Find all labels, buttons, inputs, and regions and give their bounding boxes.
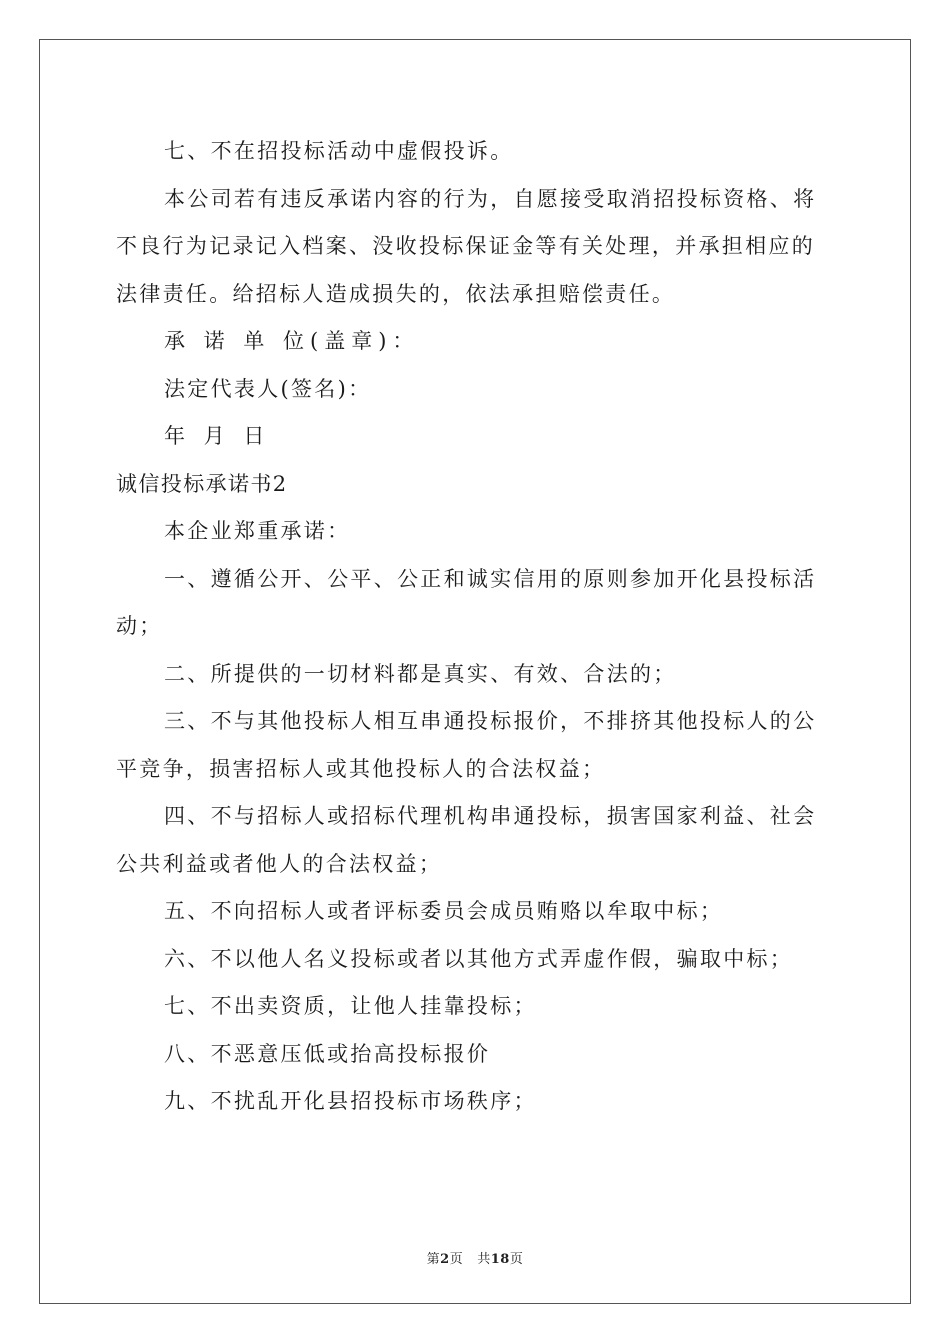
commitment-item: 六、不以他人名义投标或者以其他方式弄虚作假，骗取中标； (164, 946, 794, 971)
footer-total-prefix: 共 (477, 1252, 491, 1267)
commitment-item: 三、不与其他投标人相互串通投标报价，不排挤其他投标人的公平竞争，损害招标人或其他投标人的合法权益； (116, 709, 817, 781)
footer-page-suffix: 页 (449, 1252, 464, 1267)
signature-unit-line: 承 诺 单 位(盖章)： (164, 329, 420, 353)
page-footer (0, 1248, 950, 1267)
section-title: 诚信投标承诺书2 (116, 471, 288, 496)
commitment-item: 五、不向招标人或者评标委员会成员贿赂以牟取中标； (164, 899, 724, 923)
footer-total-suffix: 页 (509, 1252, 524, 1267)
paragraph-violation-clause: 本公司若有违反承诺内容的行为，自愿接受取消招投标资格、将不良行为记录记入档案、没收投标保证金等有关处理，并承担相应的法律责任。给招标人造成损失的，依法承担赔偿责任。 (116, 186, 817, 306)
commitment-item: 一、遵循公开、公平、公正和诚实信用的原则参加开化县投标活动； (116, 566, 817, 638)
signature-representative-line: 法定代表人(签名)： (164, 376, 372, 401)
document-body (116, 128, 836, 1126)
commitment-intro: 本企业郑重承诺： (164, 519, 351, 543)
commitment-item: 九、不扰乱开化县招投标市场秩序； (164, 1089, 537, 1113)
signature-date-line: 年 月 日 (164, 424, 271, 448)
footer-total-pages: 18 (490, 1252, 510, 1267)
footer-page-prefix: 第 (426, 1252, 441, 1267)
paragraph-item-7-complaint: 七、不在招投标活动中虚假投诉。 (164, 139, 514, 163)
commitment-item: 八、不恶意压低或抬高投标报价 (164, 1041, 491, 1066)
commitment-item: 四、不与招标人或招标代理机构串通投标，损害国家利益、社会公共利益或者他人的合法权益； (116, 804, 817, 876)
commitment-item: 二、所提供的一切材料都是真实、有效、合法的； (164, 661, 677, 686)
footer-page-number: 2 (440, 1252, 450, 1267)
commitment-item: 七、不出卖资质，让他人挂靠投标； (164, 994, 537, 1018)
